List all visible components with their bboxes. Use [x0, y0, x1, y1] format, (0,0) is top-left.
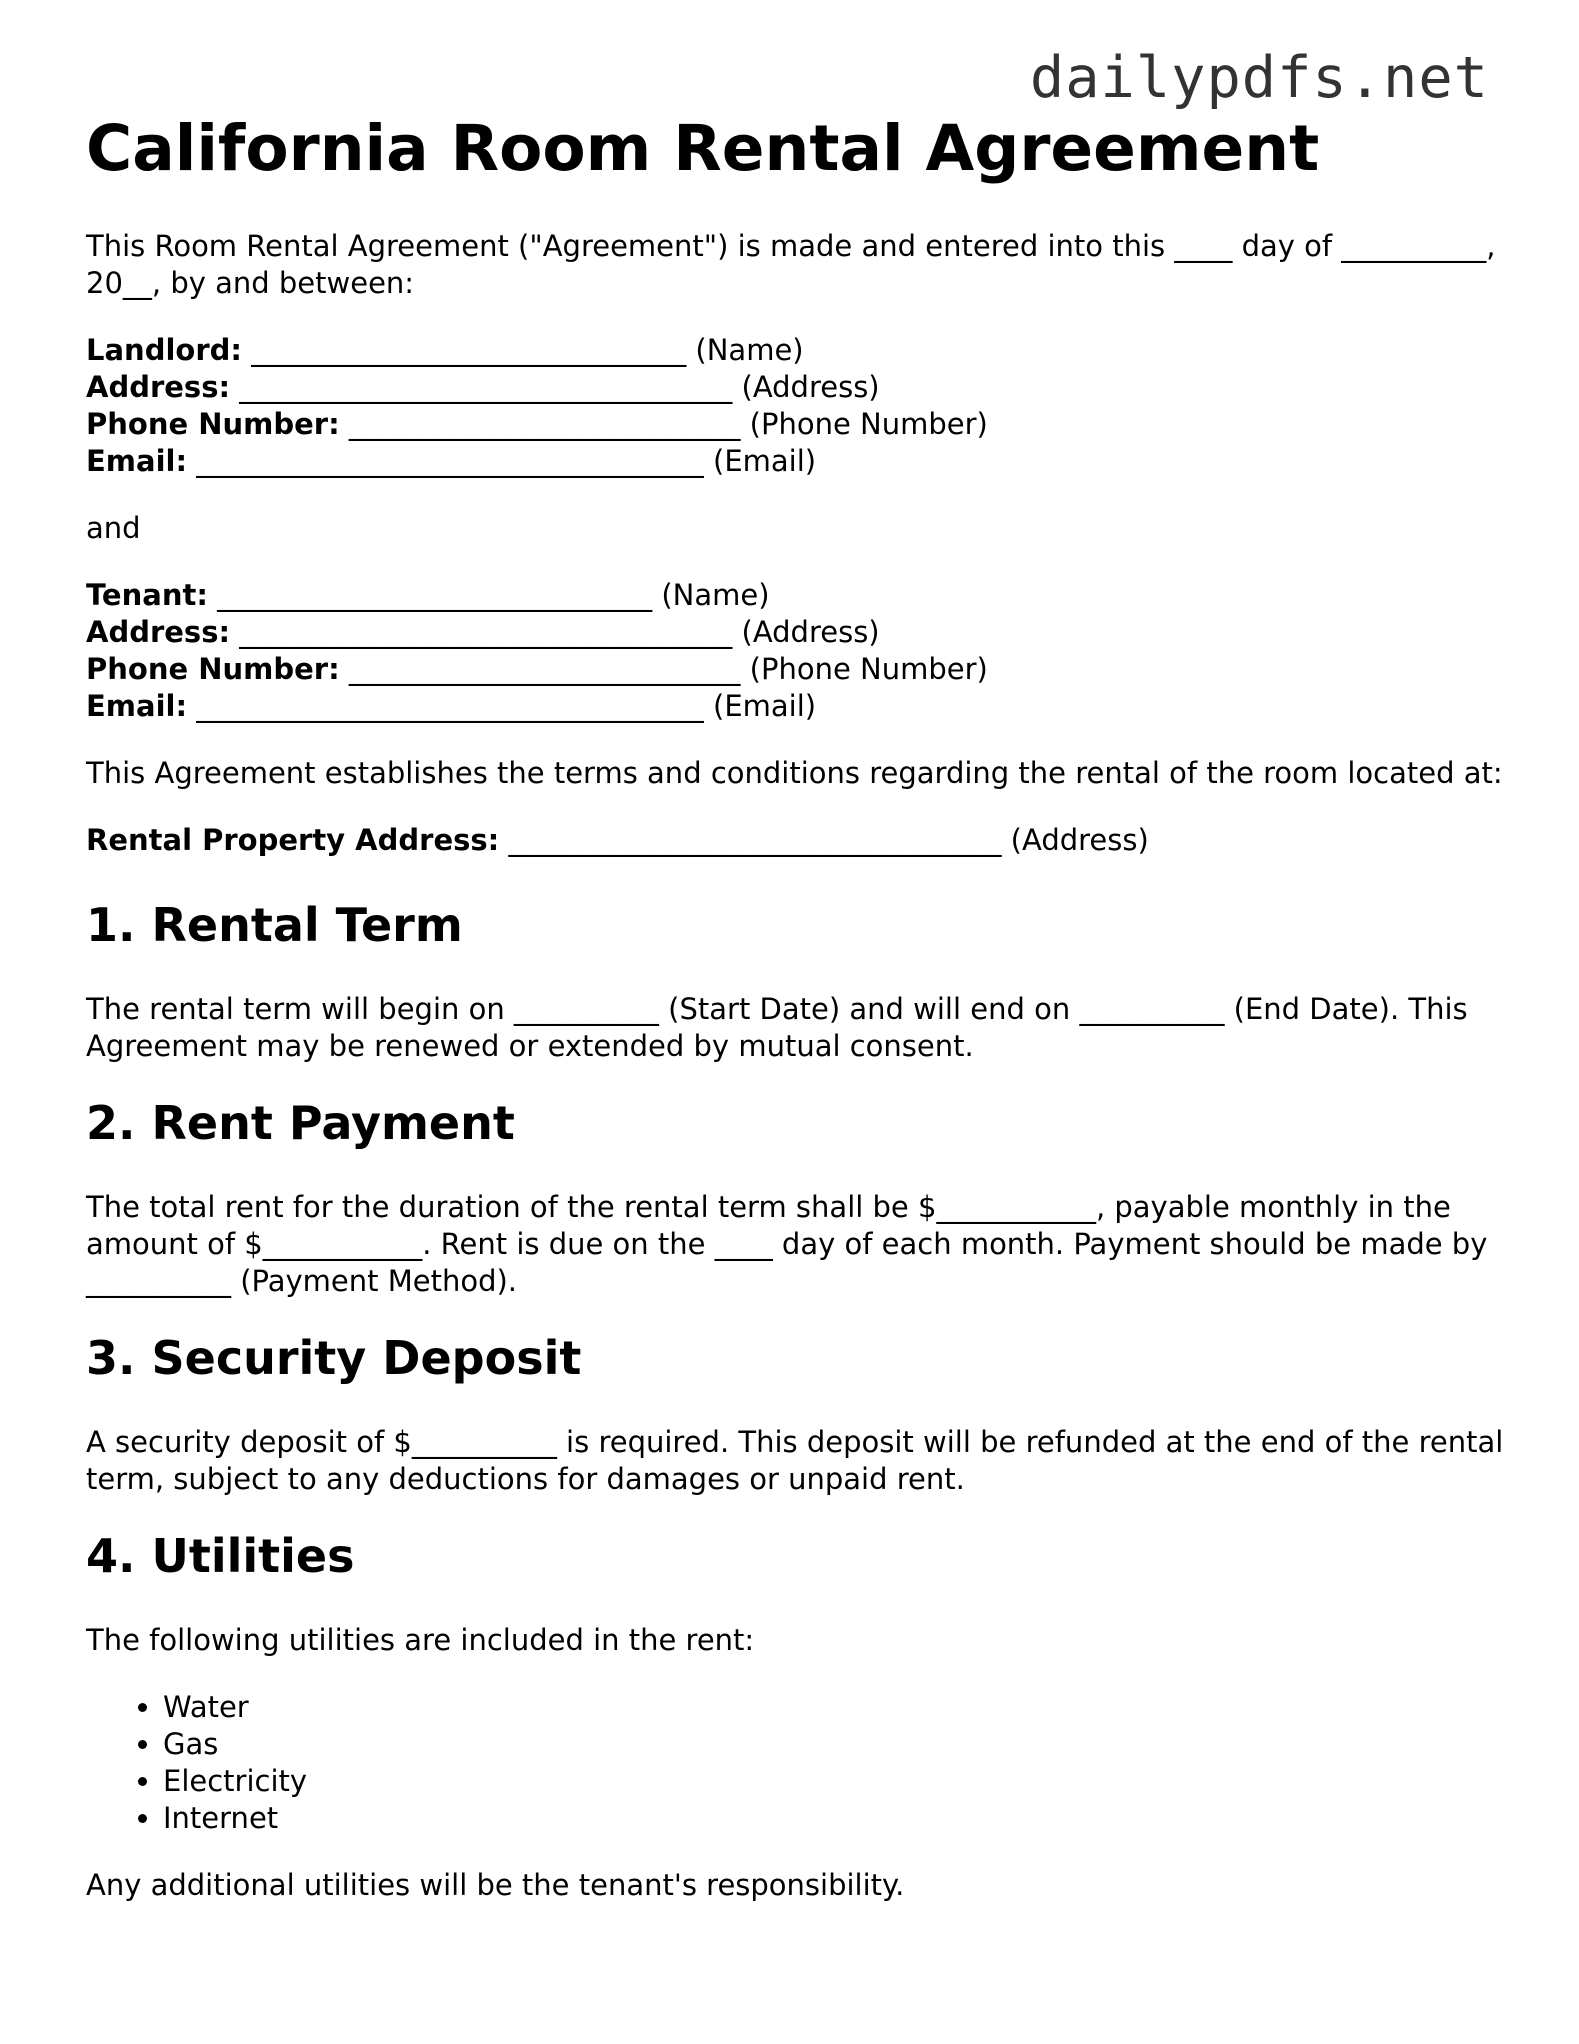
landlord-address-blank: __________________________________ (Address) — [239, 370, 880, 404]
section-rent-payment-heading: 2. Rent Payment — [86, 1096, 515, 1150]
tenant-email-label: Email: — [86, 689, 188, 723]
section-security-deposit-body: A security deposit of $__________ is required. This deposit will be refunded at the end of the rental term, subject to any deductions for damages or unpaid rent. — [86, 1425, 1504, 1496]
landlord-info — [86, 332, 1506, 480]
tenant-address-field — [86, 614, 1506, 651]
tenant-name-blank: ______________________________ (Name) — [217, 578, 770, 612]
section-rental-term-heading: 1. Rental Term — [86, 898, 463, 952]
intro-paragraph: This Room Rental Agreement ("Agreement") is made and entered into this ____ day of __________, 20__, by and between: — [86, 229, 1496, 300]
section-rent-payment-body: The total rent for the duration of the rental term shall be $___________, payable monthly in the amount of $___________. Rent is due on the ____ day of each month. Payment should be made by __________ (Payment Method). — [86, 1190, 1488, 1298]
landlord-name-field — [86, 332, 1506, 369]
property-address-blank: __________________________________ (Address) — [508, 823, 1149, 857]
list-item: • Internet — [163, 1800, 1506, 1837]
tenant-phone-blank: ___________________________ (Phone Number) — [348, 652, 988, 686]
landlord-phone-blank: ___________________________ (Phone Number) — [348, 407, 988, 441]
and-text: and — [86, 511, 141, 545]
landlord-email-label: Email: — [86, 444, 188, 478]
tenant-name-label: Tenant: — [86, 578, 208, 612]
tenant-name-field — [86, 577, 1506, 614]
section-utilities-heading: 4. Utilities — [86, 1529, 355, 1583]
tenant-address-blank: __________________________________ (Address) — [239, 615, 880, 649]
tenant-phone-label: Phone Number: — [86, 652, 340, 686]
tenant-address-label: Address: — [86, 615, 231, 649]
landlord-phone-label: Phone Number: — [86, 407, 340, 441]
tenant-info — [86, 577, 1506, 725]
property-address-field — [86, 822, 1506, 859]
tenant-phone-field — [86, 651, 1506, 688]
document-page — [86, 110, 1506, 1934]
section-rental-term-body: The rental term will begin on __________ (Start Date) and will end on __________ (End Date). This Agreement may be renewed or extended by mutual consent. — [86, 992, 1468, 1063]
landlord-email-blank: ___________________________________ (Email) — [196, 444, 817, 478]
list-item: • Gas — [163, 1726, 1506, 1763]
property-info — [86, 822, 1506, 859]
landlord-email-field — [86, 443, 1506, 480]
section-security-deposit-heading: 3. Security Deposit — [86, 1331, 582, 1385]
landlord-phone-field — [86, 406, 1506, 443]
landlord-address-label: Address: — [86, 370, 231, 404]
tenant-email-field — [86, 688, 1506, 725]
property-address-label: Rental Property Address: — [86, 823, 500, 857]
list-item: • Electricity — [163, 1763, 1506, 1800]
landlord-address-field — [86, 369, 1506, 406]
section-utilities-outro: Any additional utilities will be the tenant's responsibility. — [86, 1868, 905, 1902]
utilities-list — [86, 1689, 1506, 1837]
landlord-name-blank: ______________________________ (Name) — [251, 333, 804, 367]
watermark: dailypdfs.net — [1029, 45, 1489, 111]
tenant-email-blank: ___________________________________ (Email) — [196, 689, 817, 723]
landlord-name-label: Landlord: — [86, 333, 242, 367]
section-utilities-intro: The following utilities are included in the rent: — [86, 1623, 755, 1657]
establishes-paragraph: This Agreement establishes the terms and conditions regarding the rental of the room located at: — [86, 756, 1503, 790]
list-item: • Water — [163, 1689, 1506, 1726]
document-title: California Room Rental Agreement — [86, 112, 1320, 185]
